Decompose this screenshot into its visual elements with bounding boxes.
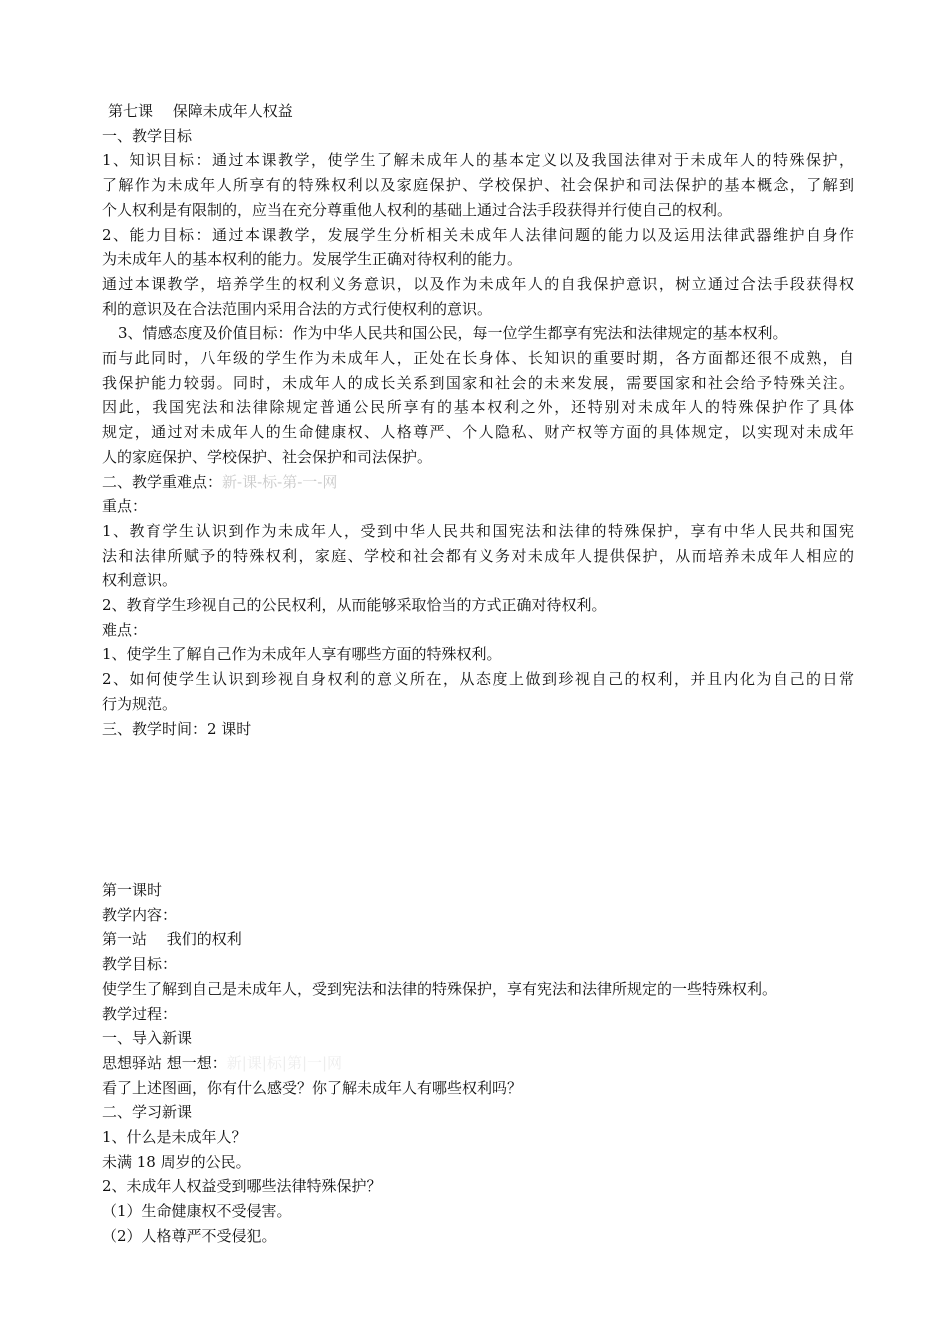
key1-line-1: 1、教育学生认识到作为未成年人，受到中华人民共和国宪法和法律的特殊保护，享有中华人民共和国宪	[102, 521, 854, 540]
question-2: 2、未成年人权益受到哪些法律特殊保护？	[102, 1177, 382, 1196]
goal1-line-1: 1、知识目标：通过本课教学，使学生了解未成年人的基本定义以及我国法律对于未成年人的特殊保护，	[102, 151, 854, 170]
heading-teaching-goals: 一、教学目标	[102, 126, 193, 145]
difficulty2-line-1: 2、如何使学生认识到珍视自身权利的意义所在，从态度上做到珍视自己的权利，并且内化为自己的日常	[102, 670, 854, 689]
difficulty-label: 难点：	[102, 620, 148, 639]
list-item: （1）生命健康权不受侵害。	[102, 1202, 292, 1221]
lesson-goal-label: 教学目标：	[102, 955, 178, 974]
think-prompt-text: 思想驿站 想一想：	[102, 1053, 227, 1072]
difficulty1: 1、使学生了解自己作为未成年人享有哪些方面的特殊权利。	[102, 645, 502, 664]
goal1-line-3: 个人权利是有限制的，应当在充分尊重他人权利的基础上通过合法手段获得并行使自己的权利。	[102, 200, 733, 219]
key1-line-2: 法和法律所赋予的特殊权利，家庭、学校和社会都有义务对未成年人提供保护，从而培养未成年人相应的	[102, 546, 854, 565]
process-label: 教学过程：	[102, 1004, 178, 1023]
key1-line-3: 权利意识。	[102, 571, 178, 590]
heading-learn: 二、学习新课	[102, 1103, 193, 1122]
key-label: 重点：	[102, 497, 148, 516]
goal3-line-3: 我保护能力较弱。同时，未成年人的成长关系到国家和社会的未来发展，需要国家和社会给予特殊关注。	[102, 373, 854, 392]
key2: 2、教育学生珍视自己的公民权利，从而能够采取恰当的方式正确对待权利。	[102, 596, 607, 615]
difficulty2-line-2: 行为规范。	[102, 694, 178, 713]
question-1: 1、什么是未成年人？	[102, 1128, 247, 1147]
watermark-text-faint: 新|课|标|第|一|网	[226, 1053, 343, 1072]
goal3-line-1: 3、情感态度及价值目标：作为中华人民共和国公民，每一位学生都享有宪法和法律规定的基本权利。	[118, 324, 788, 343]
key-points-heading-text: 二、教学重难点：	[102, 472, 223, 491]
lesson-goal-text: 使学生了解到自己是未成年人，受到宪法和法律的特殊保护，享有宪法和法律所规定的一些特殊权利。	[102, 979, 778, 998]
intro-question: 看了上述图画，你有什么感受？你了解未成年人有哪些权利吗？	[102, 1078, 523, 1097]
station-title: 第一站 我们的权利	[102, 930, 242, 949]
goal3-line-5: 规定，通过对未成年人的生命健康权、人格尊严、个人隐私、财产权等方面的具体规定，以实现对未成年	[102, 423, 854, 442]
goal2b-line-1: 通过本课教学，培养学生的权利义务意识，以及作为未成年人的自我保护意识，树立通过合法手段获得权	[102, 274, 854, 293]
goal1-line-2: 了解作为未成年人所享有的特殊权利以及家庭保护、学校保护、社会保护和司法保护的基本概念，了解到	[102, 176, 854, 195]
heading-teaching-time: 三、教学时间：2 课时	[102, 719, 252, 738]
goal2-line-2: 为未成年人的基本权利的能力。发展学生正确对待权利的能力。	[102, 250, 523, 269]
content-label: 教学内容：	[102, 905, 178, 924]
lesson-title: 第七课 保障未成年人权益	[108, 102, 293, 120]
goal2-line-1: 2、能力目标：通过本课教学，发展学生分析相关未成年人法律问题的能力以及运用法律武器维护自身作	[102, 225, 854, 244]
goal3-line-6: 人的家庭保护、学校保护、社会保护和司法保护。	[102, 447, 433, 466]
watermark-text: 新-课-标-第-一-网	[222, 472, 338, 491]
heading-intro: 一、导入新课	[102, 1029, 193, 1048]
section-lesson-one	[102, 878, 854, 1249]
section-overview	[102, 99, 854, 741]
answer-1: 未满 18 周岁的公民。	[102, 1152, 251, 1171]
lesson-period: 第一课时	[102, 881, 163, 899]
goal3-line-2: 而与此同时，八年级的学生作为未成年人，正处在长身体、长知识的重要时期，各方面都还很不成熟，自	[102, 349, 854, 368]
goal3-line-4: 因此，我国宪法和法律除规定普通公民所享有的基本权利之外，还特别对未成年人的特殊保护作了具体	[102, 398, 854, 417]
think-prompt	[102, 1051, 854, 1076]
goal2b-line-2: 利的意识及在合法范围内采用合法的方式行使权利的意识。	[102, 299, 493, 318]
heading-key-points	[102, 470, 854, 495]
list-item: （2）人格尊严不受侵犯。	[102, 1226, 277, 1245]
